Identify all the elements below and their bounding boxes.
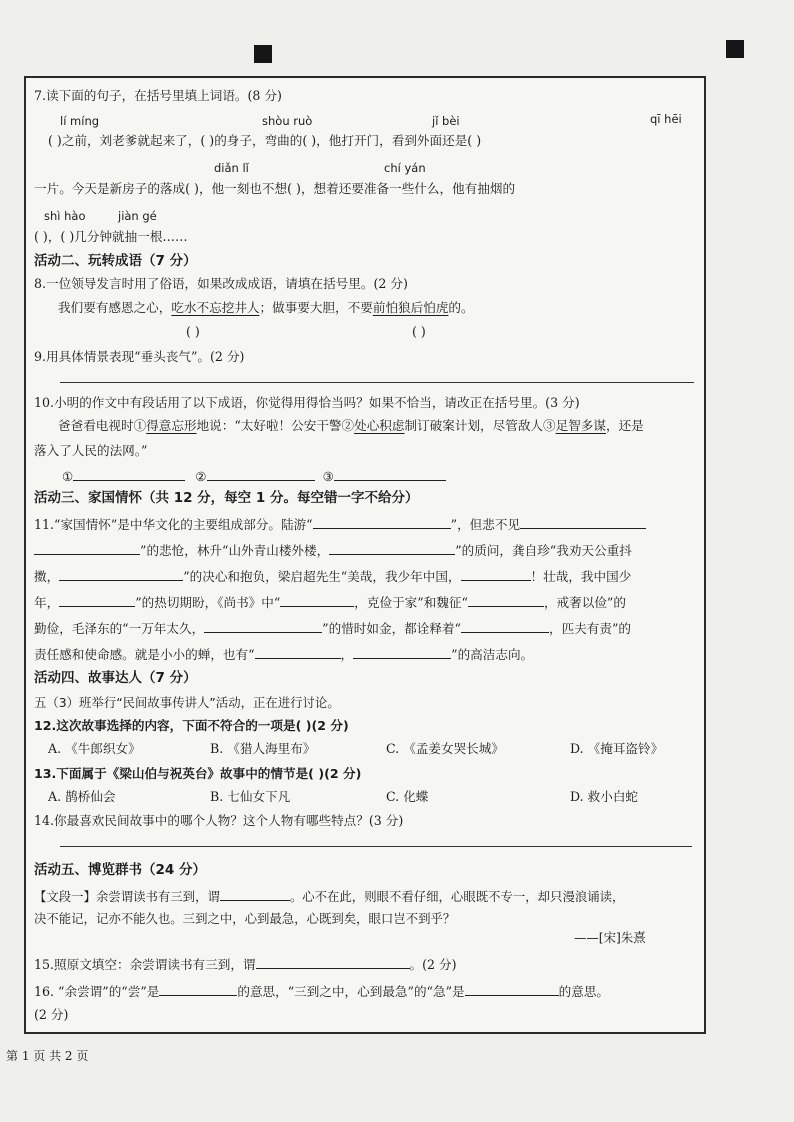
section4-intro: 五（3）班举行“民间故事传讲人”活动，正在进行讨论。: [34, 695, 340, 710]
q11-line5[interactable]: 勤俭，毛泽东的“一万年太久， ”的惜时如金，都诠释着“ ，匹夫有责”的: [34, 621, 632, 636]
q11-line2[interactable]: ”的悲怆，林升“山外青山楼外楼， ”的质问，龚自珍“我劝天公重抖: [34, 542, 632, 559]
section3-heading: 活动三、家国情怀（共 12 分，每空 1 分。每空错一字不给分）: [34, 490, 419, 506]
q8-title: 8.一位领导发言时用了俗语，如果改成成语，请填在括号里。(2 分): [34, 276, 408, 291]
q8-answer-1[interactable]: ( ): [186, 324, 200, 339]
q7-line2[interactable]: 一片。今天是新房子的落成( )，他一刻也不想( )，想着还要准备一些什么，他有抽烟的: [34, 181, 516, 196]
passage1-line1[interactable]: 【文段一】余尝谓读书有三到，谓 。心不在此，则眼不看仔细，心眼既不专一，却只漫浪诵读，: [34, 889, 625, 904]
pinyin-shihao: shì hào: [44, 209, 86, 223]
q8-idiom-2: 前怕狼后怕虎: [372, 300, 449, 315]
q12-option-d[interactable]: D. 《掩耳盗铃》: [570, 741, 664, 756]
section2-heading: 活动二、玩转成语（7 分）: [34, 253, 197, 269]
q7-line3[interactable]: ( )，( )几分钟就抽一根……: [34, 229, 188, 244]
q13-option-d[interactable]: D. 救小白蛇: [570, 789, 639, 804]
q12-title: 12.这次故事选择的内容，下面不符合的一项是( )(2 分): [34, 718, 349, 733]
q10-title: 10.小明的作文中有段话用了以下成语，你觉得用得恰当吗？如果不恰当，请改正在括号里。(3 分): [34, 395, 580, 410]
registration-mark-left: [254, 45, 272, 63]
q13-option-c[interactable]: C. 化蝶: [386, 789, 429, 804]
passage1-line2: 决不能记，记亦不能久也。三到之中，心到最急，心既到矣，眼口岂不到乎？: [34, 911, 456, 926]
q8-sentence: 我们要有感恩之心，吃水不忘挖井人；做事要大胆，不要前怕狼后怕虎的。: [58, 300, 474, 315]
q9-answer-line[interactable]: [60, 382, 694, 383]
q7-title: 7.读下面的句子，在括号里填上词语。(8 分): [34, 88, 282, 103]
q11-line4[interactable]: 年， ”的热切期盼，《尚书》中“ ，克俭于家”和魏征“ ，戒奢以俭”的: [34, 595, 626, 610]
q10-sentence-end: 落入了人民的法网。”: [34, 443, 148, 458]
q10-sentence: 爸爸看电视时①得意忘形地说：“太好啦！公安干警②处心积虑制订破案计划，尽管敌人③足智多谋，还是: [58, 418, 644, 433]
q13-option-a[interactable]: A. 鹊桥仙会: [48, 789, 116, 804]
section4-heading: 活动四、故事达人（7 分）: [34, 670, 197, 686]
q16-line[interactable]: 16. “余尝谓”的“尝”是 的意思，“三到之中，心到最急”的“急”是 的意思。: [34, 984, 609, 999]
q11-line6[interactable]: 责任感和使命感。就是小小的蝉，也有“ ， ”的高洁志向。: [34, 647, 534, 662]
q10-answers[interactable]: ① ② ③: [62, 468, 446, 485]
q13-option-b[interactable]: B. 七仙女下凡: [210, 789, 291, 804]
q15-line[interactable]: 15.照原文填空：余尝谓读书有三到，谓 。(2 分): [34, 957, 457, 972]
section5-heading: 活动五、博览群书（24 分）: [34, 862, 206, 878]
q14-title: 14.你最喜欢民间故事中的哪个人物？这个人物有哪些特点？(3 分): [34, 813, 404, 828]
pinyin-chiyan: chí yán: [384, 161, 426, 175]
q10-idiom-3: 足智多谋: [555, 418, 606, 433]
pinyin-jibei: jǐ bèi: [432, 114, 460, 128]
registration-mark-right: [726, 40, 744, 58]
q16-points: (2 分): [34, 1007, 69, 1022]
passage1-source: ——[宋]朱熹: [574, 930, 646, 945]
q7-line1[interactable]: ( )之前，刘老爹就起来了，( )的身子，弯曲的( )，他打开门，看到外面还是( ): [48, 133, 482, 148]
pinyin-liming: lí míng: [60, 114, 100, 128]
q14-answer-line[interactable]: [60, 846, 692, 847]
q9-title: 9.用具体情景表现“垂头丧气”。(2 分): [34, 349, 245, 364]
q11-line1[interactable]: 11.“家国情怀”是中华文化的主要组成部分。陆游“ ”，但悲不见: [34, 516, 646, 533]
q8-answer-2[interactable]: ( ): [412, 324, 426, 339]
q8-idiom-1: 吃水不忘挖井人: [171, 300, 260, 315]
page-footer: 第 1 页 共 2 页: [6, 1049, 89, 1063]
q12-option-b[interactable]: B. 《猎人海里布》: [210, 741, 316, 756]
q12-option-c[interactable]: C. 《孟姜女哭长城》: [386, 741, 504, 756]
pinyin-shouruo: shòu ruò: [262, 114, 313, 128]
q10-idiom-1: 得意忘形: [146, 418, 197, 433]
q12-option-a[interactable]: A. 《牛郎织女》: [48, 741, 141, 756]
q10-idiom-2: 处心积虑: [354, 418, 405, 433]
pinyin-dianli: diǎn lǐ: [214, 161, 249, 175]
pinyin-qihei: qī hēi: [650, 112, 682, 126]
q13-title: 13.下面属于《梁山伯与祝英台》故事中的情节是( )(2 分): [34, 766, 362, 781]
q11-line3[interactable]: 擞， ”的决心和抱负，梁启超先生“美哉，我少年中国， ！壮哉，我中国少: [34, 569, 632, 584]
pinyin-jiange: jiàn gé: [118, 209, 157, 223]
